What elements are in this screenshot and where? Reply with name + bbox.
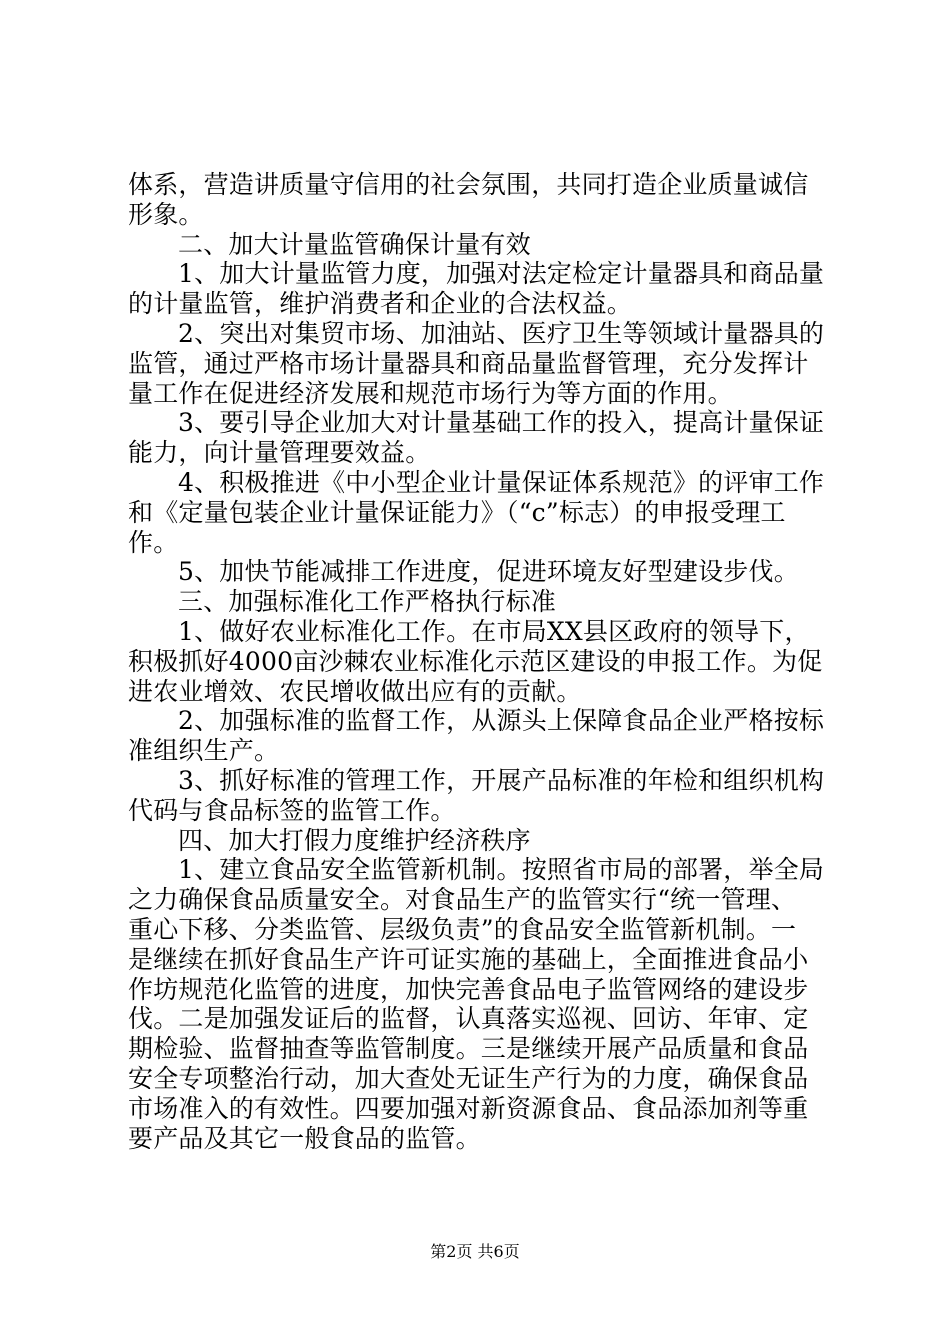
paragraph-line: 形象。	[128, 199, 204, 229]
section-heading: 二、加大计量监管确保计量有效	[178, 229, 531, 259]
section-heading: 三、加强标准化工作严格执行标准	[178, 587, 557, 617]
paragraph-line: 体系，营造讲质量守信用的社会氛围，共同打造企业质量诚信	[128, 170, 809, 199]
paragraph-line: 3、抓好标准的管理工作，开展产品标准的年检和组织机构	[178, 765, 825, 795]
paragraph-line: 积极抓好4000亩沙棘农业标准化示范区建设的申报工作。为促	[128, 646, 823, 676]
paragraph-line: 能力，向计量管理要效益。	[128, 438, 431, 468]
paragraph-line: 市场准入的有效性。四要加强对新资源食品、食品添加剂等重	[128, 1093, 809, 1123]
paragraph-line: 监管，通过严格市场计量器具和商品量监督管理，充分发挥计	[128, 348, 809, 378]
paragraph-line: 5、加快节能减排工作进度，促进环境友好型建设步伐。	[178, 557, 799, 587]
paragraph-line: 的计量监管，维护消费者和企业的合法权益。	[128, 289, 633, 319]
paragraph-line: 准组织生产。	[128, 736, 280, 766]
document-body	[128, 170, 828, 1153]
paragraph-line: 伐。二是加强发证后的监督，认真落实巡视、回访、年审、定	[128, 1004, 809, 1034]
paragraph-line: 2、加强标准的监督工作，从源头上保障食品企业严格按标	[178, 706, 825, 736]
paragraph-line: 2、突出对集贸市场、加油站、医疗卫生等领域计量器具的	[178, 318, 825, 348]
paragraph-line: 之力确保食品质量安全。对食品生产的监管实行“统一管理、	[128, 885, 797, 915]
paragraph-line: 进农业增效、农民增收做出应有的贡献。	[128, 676, 582, 706]
paragraph-line: 作。	[128, 527, 179, 557]
section-heading: 四、加大打假力度维护经济秩序	[178, 825, 531, 855]
paragraph-line: 1、做好农业标准化工作。在市局XX县区政府的领导下，	[178, 616, 810, 646]
paragraph-line: 量工作在促进经济发展和规范市场行为等方面的作用。	[128, 378, 733, 408]
paragraph-line: 代码与食品标签的监管工作。	[128, 795, 456, 825]
paragraph-line: 期检验、监督抽查等监管制度。三是继续开展产品质量和食品	[128, 1034, 809, 1064]
paragraph-line: 4、积极推进《中小型企业计量保证体系规范》的评审工作	[178, 467, 825, 497]
paragraph-line: 安全专项整治行动，加大查处无证生产行为的力度，确保食品	[128, 1063, 809, 1093]
paragraph-line: 1、建立食品安全监管新机制。按照省市局的部署，举全局	[178, 855, 825, 885]
paragraph-line: 和《定量包装企业计量保证能力》（“c”标志）的申报受理工	[128, 497, 786, 527]
paragraph-line: 是继续在抓好食品生产许可证实施的基础上，全面推进食品小	[128, 944, 809, 974]
paragraph-line: 重心下移、分类监管、层级负责”的食品安全监管新机制。一	[128, 914, 797, 944]
paragraph-line: 3、要引导企业加大对计量基础工作的投入，提高计量保证	[178, 408, 825, 438]
paragraph-line: 作坊规范化监管的进度，加快完善食品电子监管网络的建设步	[128, 974, 809, 1004]
paragraph-line: 要产品及其它一般食品的监管。	[128, 1123, 481, 1153]
page-number-footer: 第2页 共6页	[430, 1242, 520, 1261]
paragraph-line: 1、加大计量监管力度，加强对法定检定计量器具和商品量	[178, 259, 825, 289]
